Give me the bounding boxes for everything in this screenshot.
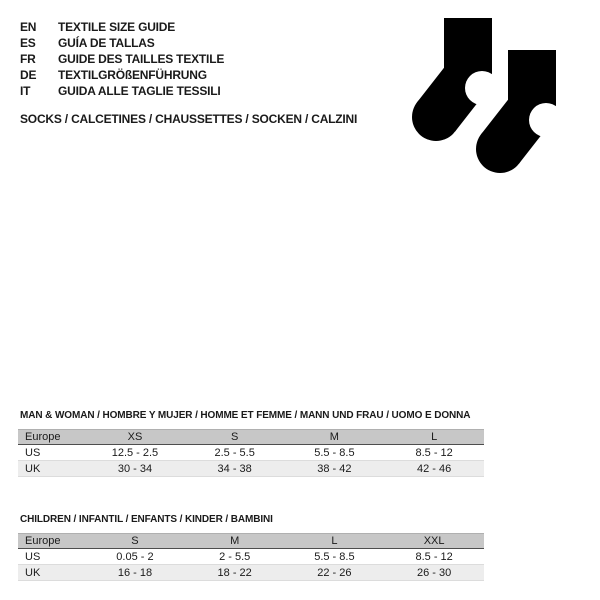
- size-cell: 5.5 - 8.5: [285, 445, 385, 461]
- table-row-us: [18, 549, 484, 565]
- size-cell: 8.5 - 12: [384, 549, 484, 565]
- row-label: US: [18, 445, 85, 461]
- children-table-title: CHILDREN / INFANTIL / ENFANTS / KINDER / BAMBINI: [20, 514, 273, 525]
- language-text: GUIDA ALLE TAGLIE TESSILI: [58, 84, 221, 98]
- language-code: IT: [20, 84, 31, 98]
- socks-icon: [410, 16, 560, 178]
- language-row-fr: [20, 51, 224, 67]
- column-header-size: XXL: [384, 534, 484, 549]
- size-cell: 34 - 38: [185, 461, 285, 477]
- table-row-uk: [18, 565, 484, 581]
- column-header-size: M: [185, 534, 285, 549]
- column-header-region: Europe: [18, 430, 85, 445]
- size-cell: 5.5 - 8.5: [285, 549, 385, 565]
- language-code: DE: [20, 68, 37, 82]
- size-cell: 16 - 18: [85, 565, 185, 581]
- column-header-region: Europe: [18, 534, 85, 549]
- size-cell: 2 - 5.5: [185, 549, 285, 565]
- adult-header-row: [18, 430, 484, 445]
- size-cell: 30 - 34: [85, 461, 185, 477]
- adult-table-title: MAN & WOMAN / HOMBRE Y MUJER / HOMME ET FEMME / MANN UND FRAU / UOMO E DONNA: [20, 410, 471, 421]
- column-header-size: L: [384, 430, 484, 445]
- size-cell: 38 - 42: [285, 461, 385, 477]
- category-title: SOCKS / CALCETINES / CHAUSSETTES / SOCKEN / CALZINI: [20, 112, 358, 126]
- column-header-size: M: [285, 430, 385, 445]
- language-code: EN: [20, 20, 37, 34]
- row-label: US: [18, 549, 85, 565]
- row-label: UK: [18, 565, 85, 581]
- adult-size-table: [18, 429, 484, 477]
- size-cell: 8.5 - 12: [384, 445, 484, 461]
- adult-size-section: [18, 410, 484, 477]
- language-row-en: [20, 19, 224, 35]
- table-row-us: [18, 445, 484, 461]
- language-row-de: [20, 67, 224, 83]
- children-size-section: [18, 514, 484, 581]
- column-header-size: L: [285, 534, 385, 549]
- language-text: GUÍA DE TALLAS: [58, 36, 155, 50]
- children-header-row: [18, 534, 484, 549]
- language-list: [20, 19, 224, 99]
- language-row-es: [20, 35, 224, 51]
- size-cell: 42 - 46: [384, 461, 484, 477]
- children-size-table: [18, 533, 484, 581]
- size-cell: 0.05 - 2: [85, 549, 185, 565]
- language-row-it: [20, 83, 224, 99]
- column-header-size: XS: [85, 430, 185, 445]
- language-text: TEXTILE SIZE GUIDE: [58, 20, 176, 34]
- column-header-size: S: [85, 534, 185, 549]
- column-header-size: S: [185, 430, 285, 445]
- size-cell: 18 - 22: [185, 565, 285, 581]
- language-text: TEXTILGRÖßENFÜHRUNG: [58, 68, 207, 82]
- size-cell: 12.5 - 2.5: [85, 445, 185, 461]
- row-label: UK: [18, 461, 85, 477]
- language-code: ES: [20, 36, 36, 50]
- language-code: FR: [20, 52, 36, 66]
- language-text: GUIDE DES TAILLES TEXTILE: [58, 52, 225, 66]
- size-cell: 22 - 26: [285, 565, 385, 581]
- size-cell: 2.5 - 5.5: [185, 445, 285, 461]
- size-cell: 26 - 30: [384, 565, 484, 581]
- table-row-uk: [18, 461, 484, 477]
